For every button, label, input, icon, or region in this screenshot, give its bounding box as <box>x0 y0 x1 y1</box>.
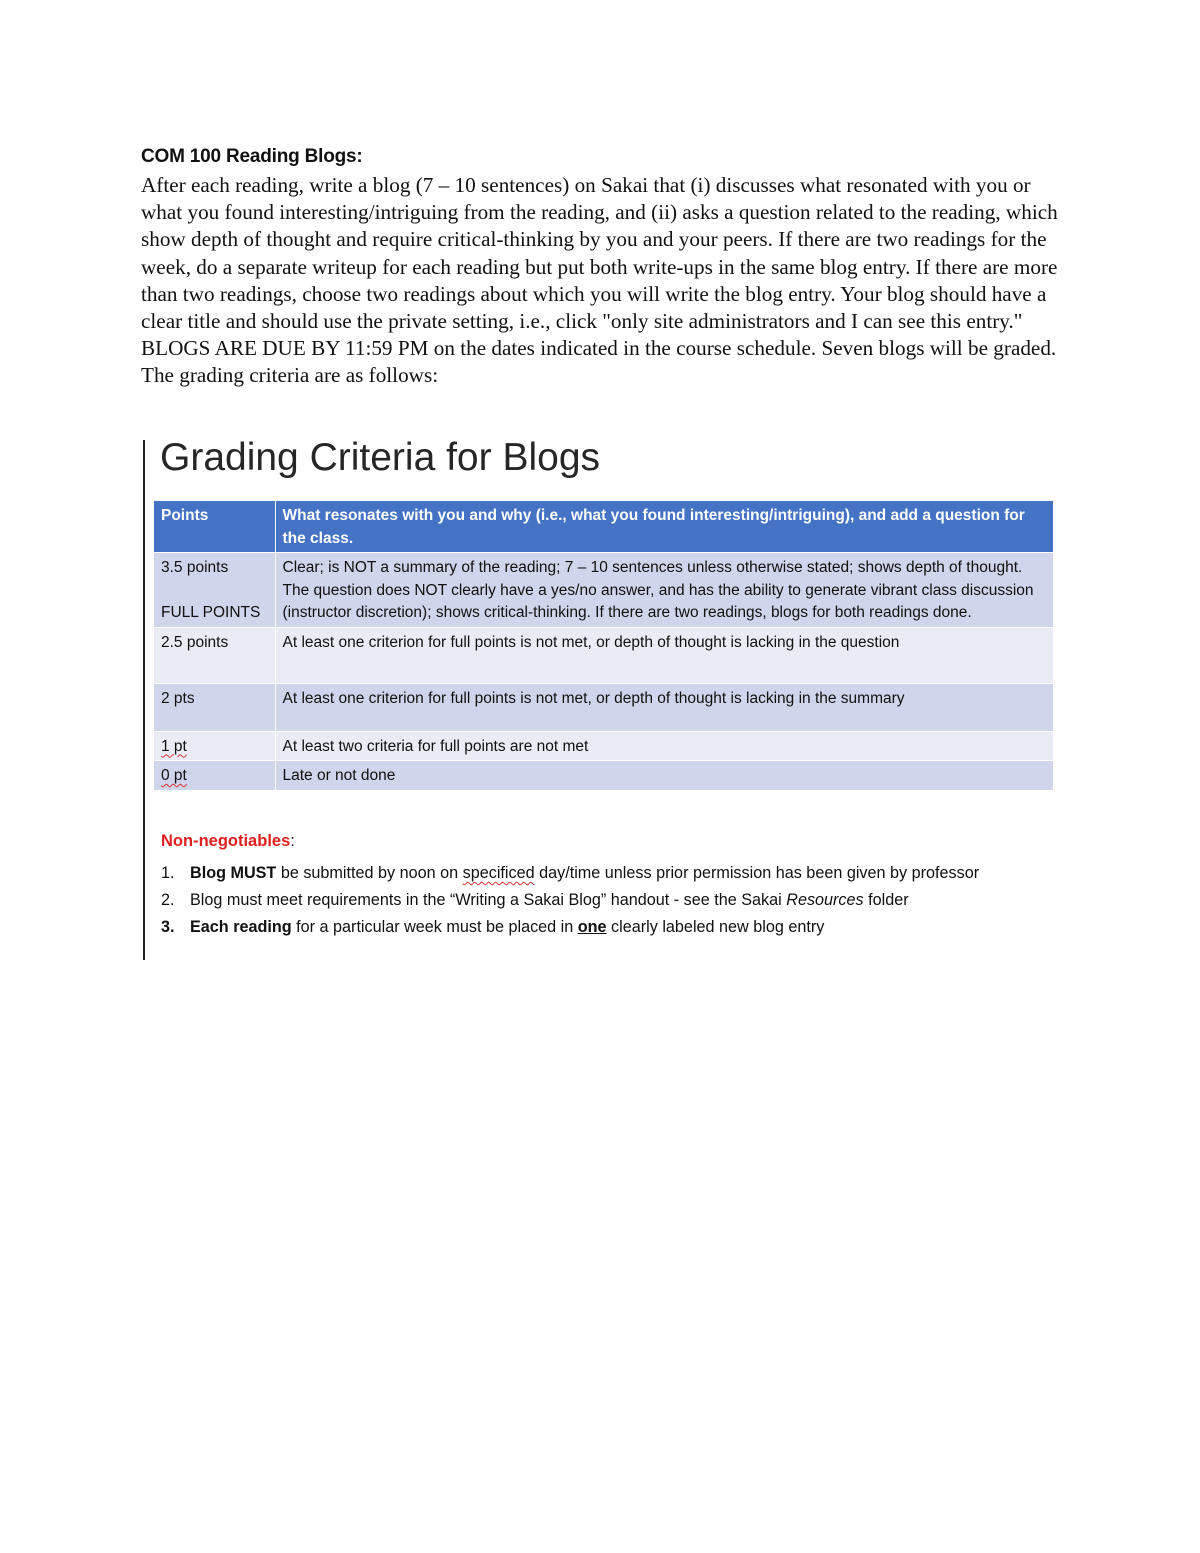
list-item: 3. Each reading for a particular week must be placed in one clearly labeled new blog entry <box>161 918 825 936</box>
table-header-row <box>154 501 1054 553</box>
points-cell <box>154 553 275 628</box>
points-value: 1 pt <box>161 737 187 755</box>
points-subtitle: FULL POINTS <box>161 603 261 621</box>
criteria-cell: At least two criteria for full points are not met <box>275 731 1054 761</box>
points-header: Points <box>154 501 275 553</box>
points-cell: 2 pts <box>154 683 275 731</box>
non-negotiables-label: Non-negotiables: <box>161 832 295 850</box>
points-cell <box>154 761 275 791</box>
points-value: 0 pt <box>161 767 187 784</box>
points-cell: 2.5 points <box>154 627 275 683</box>
grading-criteria-table <box>154 501 1054 791</box>
intro-paragraph: After each reading, write a blog (7 – 10 sentences) on Sakai that (i) discusses what resonated with you or what you found interesting/intriguing from the reading, and (ii) asks a question related to the reading, which show depth of thought and require critical-thinking by you and your peers. If there are two readings for the week, do a separate writeup for each reading but put both write-ups in the same blog entry. If there are more than two readings, choose two readings about which you will write the blog entry. Your blog should have a clear title and should use the private setting, i.e., click "only site administrators and I can see this entry." BLOGS ARE DUE BY 11:59 PM on the dates indicated in the course schedule. Seven blogs will be graded. The grading criteria are as follows: <box>141 173 1058 388</box>
criteria-cell: At least one criterion for full points is not met, or depth of thought is lacking in the question <box>275 627 1054 683</box>
criteria-cell: Late or not done <box>275 761 1054 791</box>
criteria-cell: At least one criterion for full points is not met, or depth of thought is lacking in the summary <box>275 683 1054 731</box>
grading-criteria-image <box>143 436 1065 960</box>
table-row <box>154 627 1054 683</box>
criteria-header: What resonates with you and why (i.e., what you found interesting/intriguing), and add a question for the class. <box>275 501 1054 553</box>
table-row <box>154 731 1054 761</box>
points-value: 3.5 points <box>161 559 229 576</box>
non-negotiables-list <box>161 860 979 941</box>
criteria-cell: Clear; is NOT a summary of the reading; 7 – 10 sentences unless otherwise stated; shows depth of thought. The question does NOT clearly have a yes/no answer, and has the ability to generate vibrant class discussion (instructor discretion); shows critical-thinking. If there are two readings, blogs for both readings done. <box>275 553 1054 628</box>
list-item: 1. Blog MUST be submitted by noon on specificed day/time unless prior permission has been given by professor <box>161 864 980 882</box>
table-row <box>154 553 1054 628</box>
table-row <box>154 683 1054 731</box>
list-item: 2. Blog must meet requirements in the “Writing a Sakai Blog” handout - see the Sakai Resources folder <box>161 891 909 909</box>
grading-criteria-title: Grading Criteria for Blogs <box>160 436 601 479</box>
points-cell <box>154 731 275 761</box>
document-heading: COM 100 Reading Blogs: <box>141 146 363 167</box>
table-row <box>154 761 1054 791</box>
